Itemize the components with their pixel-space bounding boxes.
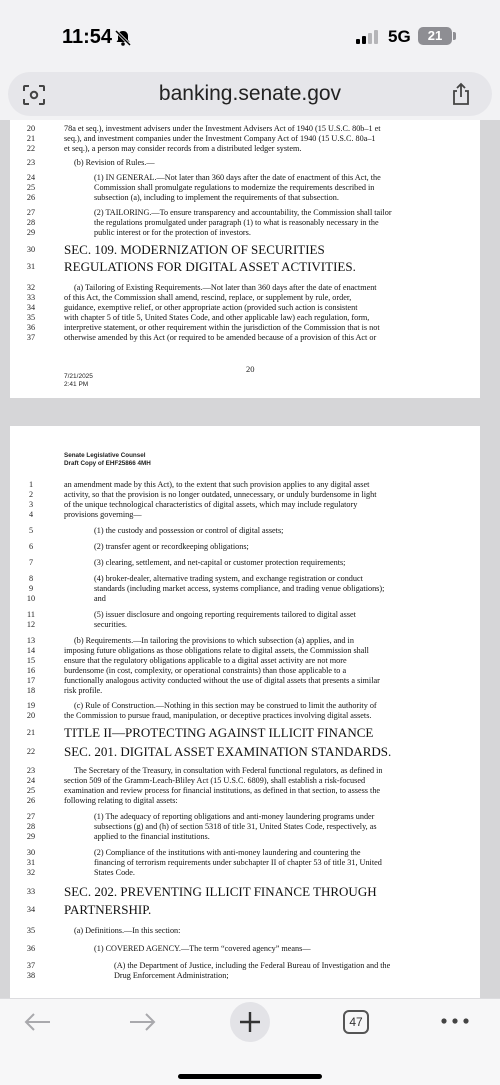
document-line: public interest or for the protection of investors. [94, 228, 251, 237]
document-line: (A) the Department of Justice, including the Federal Bureau of Investigation and the [114, 961, 391, 970]
document-line: Commission shall promulgate regulations to modernize the requirements described in [94, 183, 375, 192]
print-time: 2:41 PM [64, 381, 89, 388]
line-number: 14 [26, 646, 36, 655]
document-line: et seq.), a person may consider records from a distributed ledger system. [64, 144, 302, 153]
section-heading: SEC. 202. PREVENTING ILLICIT FINANCE THROUGH [64, 884, 377, 899]
document-line: examination and review process for financial institutions, as defined in that section, to assess the [64, 786, 381, 795]
document-line: (b) Requirements.—In tailoring the provisions to which subsection (a) applies, and in [74, 636, 354, 645]
page-header-counsel: Senate Legislative Counsel [64, 452, 146, 459]
document-line: an amendment made by this Act), to the extent that such provision applies to any digital asset [64, 480, 370, 489]
line-number: 31 [26, 262, 36, 271]
document-line: (1) COVERED AGENCY.—The term “covered agency” means— [94, 944, 311, 953]
document-line: (1) the custody and possession or control of digital assets; [94, 526, 284, 535]
line-number: 34 [26, 905, 36, 914]
section-heading: SEC. 109. MODERNIZATION OF SECURITIES [64, 242, 325, 257]
document-line: States Code. [94, 868, 135, 877]
document-line: imposing future obligations as those obligations relate to digital assets, the Commission shall [64, 646, 369, 655]
document-line: (b) Revision of Rules.— [74, 158, 155, 167]
line-number: 22 [26, 747, 36, 756]
plus-icon [230, 1002, 270, 1042]
line-number: 7 [28, 558, 34, 567]
section-heading: PARTNERSHIP. [64, 902, 152, 917]
line-number: 34 [26, 303, 36, 312]
document-line: applied to the financial institutions. [94, 832, 210, 841]
line-number: 24 [26, 173, 36, 182]
new-tab-button[interactable] [230, 1002, 270, 1042]
line-number: 29 [26, 228, 36, 237]
line-number: 32 [26, 283, 36, 292]
pdf-page-20 [10, 120, 480, 398]
line-number: 25 [26, 786, 36, 795]
document-line: standards (including market access, systems compliance, and trading venue obligations); [94, 584, 385, 593]
document-line: (3) clearing, settlement, and net-capital or customer protection requirements; [94, 558, 346, 567]
more-options-icon[interactable] [440, 1016, 470, 1026]
line-number: 38 [26, 971, 36, 980]
line-number: 10 [26, 594, 36, 603]
tab-switcher-button[interactable]: 47 [343, 1010, 369, 1034]
line-number: 30 [26, 245, 36, 254]
document-line: (1) The adequacy of reporting obligations and anti-money laundering programs under [94, 812, 375, 821]
document-line: subsections (g) and (h) of section 5318 of title 31, United States Code, respectively, as [94, 822, 377, 831]
document-line: interpretive statement, or other requirement within the jurisdiction of the Commission that is not [64, 323, 380, 332]
line-number: 16 [26, 666, 36, 675]
line-number: 8 [28, 574, 34, 583]
page-header-draft: Draft Copy of EHF25866 4MH [64, 460, 151, 467]
document-line: risk profile. [64, 686, 103, 695]
line-number: 17 [26, 676, 36, 685]
cellular-signal-icon [356, 30, 378, 44]
line-number: 23 [26, 766, 36, 775]
line-number: 33 [26, 293, 36, 302]
document-line: (a) Tailoring of Existing Requirements.—Not later than 360 days after the date of enactment [74, 283, 377, 292]
line-number: 27 [26, 208, 36, 217]
battery-tip [453, 32, 456, 40]
share-icon[interactable] [451, 82, 471, 106]
pdf-page-21 [10, 426, 480, 998]
line-number: 30 [26, 848, 36, 857]
document-line: seq.), and investment companies under the Investment Company Act of 1940 (15 U.S.C. 80a–1 [64, 134, 376, 143]
document-line: (5) issuer disclosure and ongoing reporting requirements tailored to digital asset [94, 610, 356, 619]
document-line: the regulations promulgated under paragraph (1) to what is reasonably necessary in the [94, 218, 379, 227]
url-text[interactable]: banking.senate.gov [158, 82, 342, 105]
line-number: 13 [26, 636, 36, 645]
document-line: Drug Enforcement Administration; [114, 971, 229, 980]
document-line: (4) broker-dealer, alternative trading system, and exchange registration or conduct [94, 574, 363, 583]
print-date: 7/21/2025 [64, 373, 93, 380]
line-number: 4 [28, 510, 34, 519]
document-line: guidance, exemptive relief, or other appropriate action (provided such action is consistent [64, 303, 358, 312]
line-number: 37 [26, 961, 36, 970]
document-line: (1) IN GENERAL.—Not later than 360 days after the date of enactment of this Act, the [94, 173, 381, 182]
line-number: 6 [28, 542, 34, 551]
line-number: 20 [26, 124, 36, 133]
line-number: 23 [26, 158, 36, 167]
line-number: 3 [28, 500, 34, 509]
line-number: 28 [26, 218, 36, 227]
line-number: 32 [26, 868, 36, 877]
back-arrow-icon[interactable] [22, 1012, 52, 1032]
line-number: 5 [28, 526, 34, 535]
document-line: 78a et seq.), investment advisers under the Investment Advisers Act of 1940 (15 U.S.C. 80b–1 et [64, 124, 381, 133]
document-line: securities. [94, 620, 127, 629]
line-number: 21 [26, 728, 36, 737]
line-number: 35 [26, 313, 36, 322]
line-number: 1 [28, 480, 34, 489]
section-heading: SEC. 201. DIGITAL ASSET EXAMINATION STANDARDS. [64, 744, 392, 759]
line-number: 31 [26, 858, 36, 867]
document-line: burdensome (in cost, complexity, or operational constraints) than those applicable to a [64, 666, 347, 675]
line-number: 35 [26, 926, 36, 935]
line-number: 29 [26, 832, 36, 841]
document-line: (2) transfer agent or recordkeeping obligations; [94, 542, 249, 551]
document-line: the Commission to pursue fraud, manipulation, or deceptive practices involving digital assets. [64, 711, 372, 720]
document-line: provisions governing— [64, 510, 142, 519]
line-number: 18 [26, 686, 36, 695]
document-line: otherwise amended by this Act (or required to be amended because of a provision of this Act or [64, 333, 377, 342]
document-line: functionally analogous activity conducted without the use of digital assets that presents a similar [64, 676, 380, 685]
line-number: 36 [26, 323, 36, 332]
document-line: (2) Compliance of the institutions with anti-money laundering and countering the [94, 848, 361, 857]
line-number: 2 [28, 490, 34, 499]
line-number: 28 [26, 822, 36, 831]
bell-muted-icon [113, 28, 133, 48]
network-type: 5G [388, 27, 411, 46]
document-line: of the unique technological characteristics of digital assets, which may include regulatory [64, 500, 358, 509]
line-number: 26 [26, 193, 36, 202]
document-line: with chapter 5 of title 5, United States Code, and other applicable law) each regulation, form, [64, 313, 370, 322]
line-number: 36 [26, 944, 36, 953]
line-number: 11 [27, 610, 35, 619]
document-line: following relating to digital assets: [64, 796, 178, 805]
document-line: The Secretary of the Treasury, in consultation with Federal functional regulators, as defined in [74, 766, 383, 775]
document-line: financing of terrorism requirements under subchapter II of chapter 53 of title 31, United [94, 858, 382, 867]
line-number: 12 [26, 620, 36, 629]
page-number: 20 [246, 364, 255, 374]
line-number: 21 [26, 134, 36, 143]
line-number: 37 [26, 333, 36, 342]
home-indicator [178, 1074, 322, 1079]
line-number: 9 [28, 584, 34, 593]
line-number: 20 [26, 711, 36, 720]
line-number: 25 [26, 183, 36, 192]
line-number: 19 [26, 701, 36, 710]
document-line: subsection (a), including to implement the requirements of that subsection. [94, 193, 339, 202]
document-line: (2) TAILORING.—To ensure transparency and accountability, the Commission shall tailor [94, 208, 392, 217]
document-line: activity, so that the provision is no longer outdated, unnecessary, or unduly burdensome in light [64, 490, 377, 499]
pdf-viewer[interactable] [0, 120, 500, 998]
line-number: 26 [26, 796, 36, 805]
document-line: ensure that the regulatory obligations applicable to a digital asset activity are not more [64, 656, 347, 665]
line-number: 33 [26, 887, 36, 896]
section-heading: TITLE II—PROTECTING AGAINST ILLICIT FINANCE [64, 725, 374, 740]
line-number: 15 [26, 656, 36, 665]
section-heading: REGULATIONS FOR DIGITAL ASSET ACTIVITIES. [64, 259, 356, 274]
status-time: 11:54 [62, 26, 113, 48]
line-number: 24 [26, 776, 36, 785]
document-line: (c) Rule of Construction.—Nothing in this section may be construed to limit the authority of [74, 701, 377, 710]
line-number: 27 [26, 812, 36, 821]
document-line: and [94, 594, 106, 603]
line-number: 22 [26, 144, 36, 153]
document-line: section 509 of the Gramm-Leach-Bliley Act (15 U.S.C. 6809), shall establish a risk-focused [64, 776, 366, 785]
document-line: of this Act, the Commission shall amend, rescind, replace, or supplement by rule, order, [64, 293, 352, 302]
battery-indicator: 21 [418, 27, 452, 45]
forward-arrow-icon[interactable] [128, 1012, 158, 1032]
document-line: (a) Definitions.—In this section: [74, 926, 181, 935]
